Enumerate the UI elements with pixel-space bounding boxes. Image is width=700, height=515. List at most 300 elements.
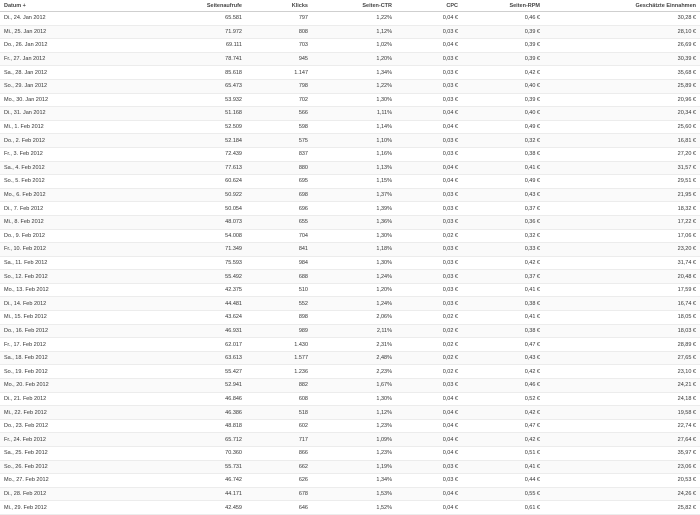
table-row (0, 134, 700, 148)
cell-rpm: 0,49 € (462, 120, 544, 134)
cell-income: 31,57 € (544, 161, 700, 175)
cell-cpc: 0,03 € (396, 79, 462, 93)
table-row (0, 215, 700, 229)
cell-cpc: 0,03 € (396, 474, 462, 488)
cell-rpm: 0,49 € (462, 175, 544, 189)
cell-clicks: 1.147 (246, 66, 312, 80)
table-row (0, 379, 700, 393)
cell-income: 24,21 € (544, 379, 700, 393)
cell-pageviews: 44.481 (120, 297, 246, 311)
cell-pageviews: 53.932 (120, 93, 246, 107)
cell-rpm: 0,42 € (462, 66, 544, 80)
cell-cpc: 0,04 € (396, 433, 462, 447)
cell-ctr: 1,34% (312, 474, 396, 488)
table-row (0, 79, 700, 93)
cell-ctr: 1,23% (312, 419, 396, 433)
cell-rpm: 0,42 € (462, 406, 544, 420)
cell-pageviews: 78.741 (120, 52, 246, 66)
cell-ctr: 1,30% (312, 256, 396, 270)
cell-date: So., 26. Feb 2012 (0, 460, 120, 474)
cell-clicks: 882 (246, 379, 312, 393)
cell-date: Do., 2. Feb 2012 (0, 134, 120, 148)
cell-cpc: 0,04 € (396, 175, 462, 189)
cell-clicks: 602 (246, 419, 312, 433)
cell-date: Fr., 3. Feb 2012 (0, 147, 120, 161)
cell-date: Fr., 17. Feb 2012 (0, 338, 120, 352)
cell-income: 19,58 € (544, 406, 700, 420)
cell-rpm: 0,55 € (462, 487, 544, 501)
cell-cpc: 0,03 € (396, 134, 462, 148)
cell-date: Mo., 27. Feb 2012 (0, 474, 120, 488)
cell-date: Mo., 13. Feb 2012 (0, 283, 120, 297)
cell-date: Mi., 1. Feb 2012 (0, 120, 120, 134)
cell-pageviews: 77.613 (120, 161, 246, 175)
cell-rpm: 0,40 € (462, 79, 544, 93)
cell-clicks: 696 (246, 202, 312, 216)
table-body (0, 12, 700, 515)
cell-date: So., 19. Feb 2012 (0, 365, 120, 379)
cell-ctr: 1,09% (312, 433, 396, 447)
cell-clicks: 566 (246, 107, 312, 121)
cell-income: 31,74 € (544, 256, 700, 270)
cell-ctr: 1,12% (312, 25, 396, 39)
cell-rpm: 0,42 € (462, 256, 544, 270)
column-header-date-label: Datum (4, 2, 22, 9)
cell-clicks: 702 (246, 93, 312, 107)
cell-cpc: 0,03 € (396, 202, 462, 216)
cell-date: Do., 23. Feb 2012 (0, 419, 120, 433)
cell-ctr: 1,19% (312, 460, 396, 474)
cell-income: 27,20 € (544, 147, 700, 161)
cell-cpc: 0,03 € (396, 270, 462, 284)
cell-pageviews: 85.618 (120, 66, 246, 80)
cell-clicks: 989 (246, 324, 312, 338)
cell-ctr: 2,23% (312, 365, 396, 379)
cell-date: So., 29. Jan 2012 (0, 79, 120, 93)
cell-rpm: 0,37 € (462, 270, 544, 284)
cell-date: Mo., 30. Jan 2012 (0, 93, 120, 107)
cell-clicks: 598 (246, 120, 312, 134)
cell-clicks: 518 (246, 406, 312, 420)
table-row (0, 487, 700, 501)
cell-date: Sa., 18. Feb 2012 (0, 351, 120, 365)
cell-cpc: 0,04 € (396, 447, 462, 461)
cell-clicks: 945 (246, 52, 312, 66)
cell-pageviews: 44.171 (120, 487, 246, 501)
cell-rpm: 0,36 € (462, 215, 544, 229)
cell-ctr: 2,06% (312, 311, 396, 325)
cell-pageviews: 62.017 (120, 338, 246, 352)
cell-rpm: 0,47 € (462, 419, 544, 433)
cell-clicks: 797 (246, 12, 312, 26)
table-row (0, 229, 700, 243)
cell-ctr: 1,02% (312, 39, 396, 53)
cell-date: Sa., 25. Feb 2012 (0, 447, 120, 461)
cell-cpc: 0,04 € (396, 161, 462, 175)
cell-pageviews: 52.184 (120, 134, 246, 148)
cell-income: 27,64 € (544, 433, 700, 447)
cell-income: 25,89 € (544, 79, 700, 93)
cell-pageviews: 65.581 (120, 12, 246, 26)
cell-income: 24,18 € (544, 392, 700, 406)
cell-date: Di., 31. Jan 2012 (0, 107, 120, 121)
cell-clicks: 1.236 (246, 365, 312, 379)
cell-pageviews: 50.054 (120, 202, 246, 216)
cell-cpc: 0,03 € (396, 379, 462, 393)
cell-rpm: 0,37 € (462, 202, 544, 216)
cell-date: Fr., 10. Feb 2012 (0, 243, 120, 257)
cell-pageviews: 50.922 (120, 188, 246, 202)
table-row (0, 120, 700, 134)
cell-ctr: 1,39% (312, 202, 396, 216)
cell-date: So., 5. Feb 2012 (0, 175, 120, 189)
cell-rpm: 0,42 € (462, 365, 544, 379)
cell-date: Do., 9. Feb 2012 (0, 229, 120, 243)
cell-clicks: 703 (246, 39, 312, 53)
cell-clicks: 575 (246, 134, 312, 148)
cell-cpc: 0,04 € (396, 392, 462, 406)
sort-indicator-icon: + (22, 2, 26, 9)
cell-clicks: 662 (246, 460, 312, 474)
cell-cpc: 0,03 € (396, 460, 462, 474)
cell-pageviews: 72.439 (120, 147, 246, 161)
cell-date: Mi., 25. Jan 2012 (0, 25, 120, 39)
cell-date: Di., 28. Feb 2012 (0, 487, 120, 501)
cell-ctr: 1,22% (312, 79, 396, 93)
table-row (0, 188, 700, 202)
cell-pageviews: 55.427 (120, 365, 246, 379)
cell-income: 20,48 € (544, 270, 700, 284)
cell-pageviews: 71.349 (120, 243, 246, 257)
cell-income: 20,34 € (544, 107, 700, 121)
cell-cpc: 0,02 € (396, 324, 462, 338)
cell-cpc: 0,04 € (396, 501, 462, 515)
cell-clicks: 1.430 (246, 338, 312, 352)
cell-rpm: 0,41 € (462, 161, 544, 175)
cell-rpm: 0,39 € (462, 39, 544, 53)
cell-clicks: 1.577 (246, 351, 312, 365)
table-row (0, 52, 700, 66)
table-row (0, 66, 700, 80)
cell-ctr: 1,53% (312, 487, 396, 501)
cell-ctr: 1,67% (312, 379, 396, 393)
cell-income: 35,68 € (544, 66, 700, 80)
cell-pageviews: 46.931 (120, 324, 246, 338)
cell-income: 24,26 € (544, 487, 700, 501)
cell-income: 27,65 € (544, 351, 700, 365)
cell-clicks: 655 (246, 215, 312, 229)
cell-income: 16,81 € (544, 134, 700, 148)
cell-rpm: 0,39 € (462, 25, 544, 39)
cell-date: Mi., 15. Feb 2012 (0, 311, 120, 325)
cell-income: 16,74 € (544, 297, 700, 311)
cell-pageviews: 65.473 (120, 79, 246, 93)
cell-income: 18,05 € (544, 311, 700, 325)
cell-cpc: 0,02 € (396, 365, 462, 379)
table-row (0, 161, 700, 175)
cell-income: 17,59 € (544, 283, 700, 297)
cell-ctr: 1,30% (312, 392, 396, 406)
cell-cpc: 0,03 € (396, 52, 462, 66)
cell-clicks: 552 (246, 297, 312, 311)
cell-date: Mo., 6. Feb 2012 (0, 188, 120, 202)
cell-cpc: 0,03 € (396, 243, 462, 257)
cell-pageviews: 48.818 (120, 419, 246, 433)
table-row (0, 270, 700, 284)
table-row (0, 419, 700, 433)
cell-cpc: 0,03 € (396, 147, 462, 161)
cell-cpc: 0,02 € (396, 351, 462, 365)
cell-cpc: 0,03 € (396, 256, 462, 270)
cell-date: Do., 16. Feb 2012 (0, 324, 120, 338)
cell-rpm: 0,38 € (462, 324, 544, 338)
table-row (0, 175, 700, 189)
table-row (0, 324, 700, 338)
cell-cpc: 0,04 € (396, 120, 462, 134)
cell-date: Di., 21. Feb 2012 (0, 392, 120, 406)
table-row (0, 243, 700, 257)
cell-rpm: 0,32 € (462, 229, 544, 243)
cell-rpm: 0,46 € (462, 379, 544, 393)
table-row (0, 474, 700, 488)
cell-cpc: 0,04 € (396, 39, 462, 53)
cell-ctr: 1,13% (312, 161, 396, 175)
table-row (0, 433, 700, 447)
cell-rpm: 0,52 € (462, 392, 544, 406)
cell-ctr: 1,34% (312, 66, 396, 80)
cell-income: 17,22 € (544, 215, 700, 229)
table-row (0, 392, 700, 406)
table-row (0, 93, 700, 107)
cell-pageviews: 54.008 (120, 229, 246, 243)
cell-income: 26,69 € (544, 39, 700, 53)
cell-pageviews: 75.593 (120, 256, 246, 270)
cell-ctr: 1,12% (312, 406, 396, 420)
cell-clicks: 841 (246, 243, 312, 257)
cell-income: 17,06 € (544, 229, 700, 243)
cell-income: 20,96 € (544, 93, 700, 107)
cell-clicks: 608 (246, 392, 312, 406)
cell-rpm: 0,51 € (462, 447, 544, 461)
cell-date: Fr., 24. Feb 2012 (0, 433, 120, 447)
cell-clicks: 695 (246, 175, 312, 189)
cell-pageviews: 52.509 (120, 120, 246, 134)
cell-date: Sa., 11. Feb 2012 (0, 256, 120, 270)
cell-income: 28,89 € (544, 338, 700, 352)
cell-date: Fr., 27. Jan 2012 (0, 52, 120, 66)
cell-cpc: 0,02 € (396, 229, 462, 243)
cell-cpc: 0,03 € (396, 188, 462, 202)
cell-rpm: 0,32 € (462, 134, 544, 148)
cell-date: Mi., 22. Feb 2012 (0, 406, 120, 420)
cell-clicks: 678 (246, 487, 312, 501)
cell-ctr: 1,30% (312, 229, 396, 243)
cell-rpm: 0,38 € (462, 297, 544, 311)
table-row (0, 12, 700, 26)
cell-clicks: 626 (246, 474, 312, 488)
table-header-row (0, 0, 700, 12)
cell-income: 18,32 € (544, 202, 700, 216)
cell-ctr: 1,22% (312, 12, 396, 26)
cell-rpm: 0,46 € (462, 12, 544, 26)
cell-cpc: 0,04 € (396, 419, 462, 433)
cell-rpm: 0,39 € (462, 93, 544, 107)
cell-clicks: 898 (246, 311, 312, 325)
cell-income: 29,51 € (544, 175, 700, 189)
cell-clicks: 717 (246, 433, 312, 447)
cell-income: 23,20 € (544, 243, 700, 257)
column-header-income[interactable]: Geschätzte Einnahmen (544, 0, 700, 12)
cell-pageviews: 55.492 (120, 270, 246, 284)
cell-cpc: 0,02 € (396, 311, 462, 325)
cell-ctr: 2,48% (312, 351, 396, 365)
cell-ctr: 2,11% (312, 324, 396, 338)
cell-ctr: 1,15% (312, 175, 396, 189)
cell-ctr: 1,14% (312, 120, 396, 134)
cell-cpc: 0,03 € (396, 297, 462, 311)
cell-date: Mi., 29. Feb 2012 (0, 501, 120, 515)
table-row (0, 406, 700, 420)
cell-pageviews: 46.386 (120, 406, 246, 420)
table-row (0, 107, 700, 121)
table-row (0, 351, 700, 365)
cell-pageviews: 63.613 (120, 351, 246, 365)
table-row (0, 460, 700, 474)
cell-pageviews: 48.073 (120, 215, 246, 229)
column-header-pageviews[interactable]: Seitenaufrufe (120, 0, 246, 12)
cell-clicks: 837 (246, 147, 312, 161)
table-row (0, 311, 700, 325)
cell-clicks: 688 (246, 270, 312, 284)
cell-pageviews: 51.168 (120, 107, 246, 121)
cell-clicks: 798 (246, 79, 312, 93)
cell-rpm: 0,44 € (462, 474, 544, 488)
cell-income: 25,60 € (544, 120, 700, 134)
cell-rpm: 0,41 € (462, 283, 544, 297)
cell-ctr: 1,52% (312, 501, 396, 515)
cell-ctr: 1,10% (312, 134, 396, 148)
cell-pageviews: 43.624 (120, 311, 246, 325)
cell-ctr: 1,24% (312, 270, 396, 284)
column-header-clicks[interactable]: Klicks (246, 0, 312, 12)
cell-cpc: 0,04 € (396, 107, 462, 121)
cell-pageviews: 46.742 (120, 474, 246, 488)
cell-rpm: 0,43 € (462, 188, 544, 202)
cell-income: 18,03 € (544, 324, 700, 338)
cell-date: Mo., 20. Feb 2012 (0, 379, 120, 393)
cell-rpm: 0,38 € (462, 147, 544, 161)
cell-income: 23,10 € (544, 365, 700, 379)
cell-ctr: 1,24% (312, 297, 396, 311)
cell-clicks: 880 (246, 161, 312, 175)
table-row (0, 297, 700, 311)
cell-cpc: 0,03 € (396, 66, 462, 80)
cell-income: 35,97 € (544, 447, 700, 461)
cell-pageviews: 52.941 (120, 379, 246, 393)
cell-rpm: 0,42 € (462, 433, 544, 447)
cell-income: 30,39 € (544, 52, 700, 66)
table-row (0, 39, 700, 53)
cell-cpc: 0,04 € (396, 12, 462, 26)
cell-date: Di., 7. Feb 2012 (0, 202, 120, 216)
cell-rpm: 0,47 € (462, 338, 544, 352)
cell-cpc: 0,04 € (396, 487, 462, 501)
cell-ctr: 1,36% (312, 215, 396, 229)
cell-rpm: 0,39 € (462, 52, 544, 66)
cell-date: Sa., 4. Feb 2012 (0, 161, 120, 175)
cell-ctr: 2,31% (312, 338, 396, 352)
cell-pageviews: 46.846 (120, 392, 246, 406)
cell-date: Di., 14. Feb 2012 (0, 297, 120, 311)
cell-ctr: 1,11% (312, 107, 396, 121)
cell-rpm: 0,61 € (462, 501, 544, 515)
cell-pageviews: 60.624 (120, 175, 246, 189)
cell-date: Do., 26. Jan 2012 (0, 39, 120, 53)
cell-clicks: 866 (246, 447, 312, 461)
cell-date: So., 12. Feb 2012 (0, 270, 120, 284)
cell-ctr: 1,23% (312, 447, 396, 461)
cell-pageviews: 65.712 (120, 433, 246, 447)
table-row (0, 147, 700, 161)
cell-pageviews: 55.731 (120, 460, 246, 474)
cell-cpc: 0,04 € (396, 406, 462, 420)
cell-clicks: 808 (246, 25, 312, 39)
cell-clicks: 698 (246, 188, 312, 202)
cell-cpc: 0,03 € (396, 93, 462, 107)
cell-clicks: 704 (246, 229, 312, 243)
cell-income: 30,28 € (544, 12, 700, 26)
cell-clicks: 510 (246, 283, 312, 297)
cell-date: Di., 24. Jan 2012 (0, 12, 120, 26)
table-row (0, 283, 700, 297)
column-header-cpc[interactable]: CPC (396, 0, 462, 12)
cell-clicks: 646 (246, 501, 312, 515)
table-row (0, 25, 700, 39)
table-row (0, 202, 700, 216)
cell-ctr: 1,20% (312, 283, 396, 297)
table-row (0, 365, 700, 379)
column-header-date[interactable] (0, 0, 120, 12)
cell-cpc: 0,03 € (396, 283, 462, 297)
column-header-ctr[interactable]: Seiten-CTR (312, 0, 396, 12)
cell-pageviews: 69.111 (120, 39, 246, 53)
cell-income: 25,82 € (544, 501, 700, 515)
table-row (0, 447, 700, 461)
cell-ctr: 1,30% (312, 93, 396, 107)
cell-rpm: 0,43 € (462, 351, 544, 365)
cell-date: Mi., 8. Feb 2012 (0, 215, 120, 229)
cell-rpm: 0,33 € (462, 243, 544, 257)
cell-clicks: 984 (246, 256, 312, 270)
cell-ctr: 1,37% (312, 188, 396, 202)
cell-income: 23,06 € (544, 460, 700, 474)
cell-income: 28,10 € (544, 25, 700, 39)
column-header-rpm[interactable]: Seiten-RPM (462, 0, 544, 12)
cell-income: 21,95 € (544, 188, 700, 202)
cell-pageviews: 71.972 (120, 25, 246, 39)
table-row (0, 256, 700, 270)
cell-cpc: 0,03 € (396, 25, 462, 39)
table-row (0, 338, 700, 352)
cell-pageviews: 70.360 (120, 447, 246, 461)
cell-income: 20,53 € (544, 474, 700, 488)
cell-ctr: 1,16% (312, 147, 396, 161)
cell-cpc: 0,03 € (396, 215, 462, 229)
cell-ctr: 1,18% (312, 243, 396, 257)
cell-income: 22,74 € (544, 419, 700, 433)
cell-pageviews: 42.375 (120, 283, 246, 297)
table-row (0, 501, 700, 515)
